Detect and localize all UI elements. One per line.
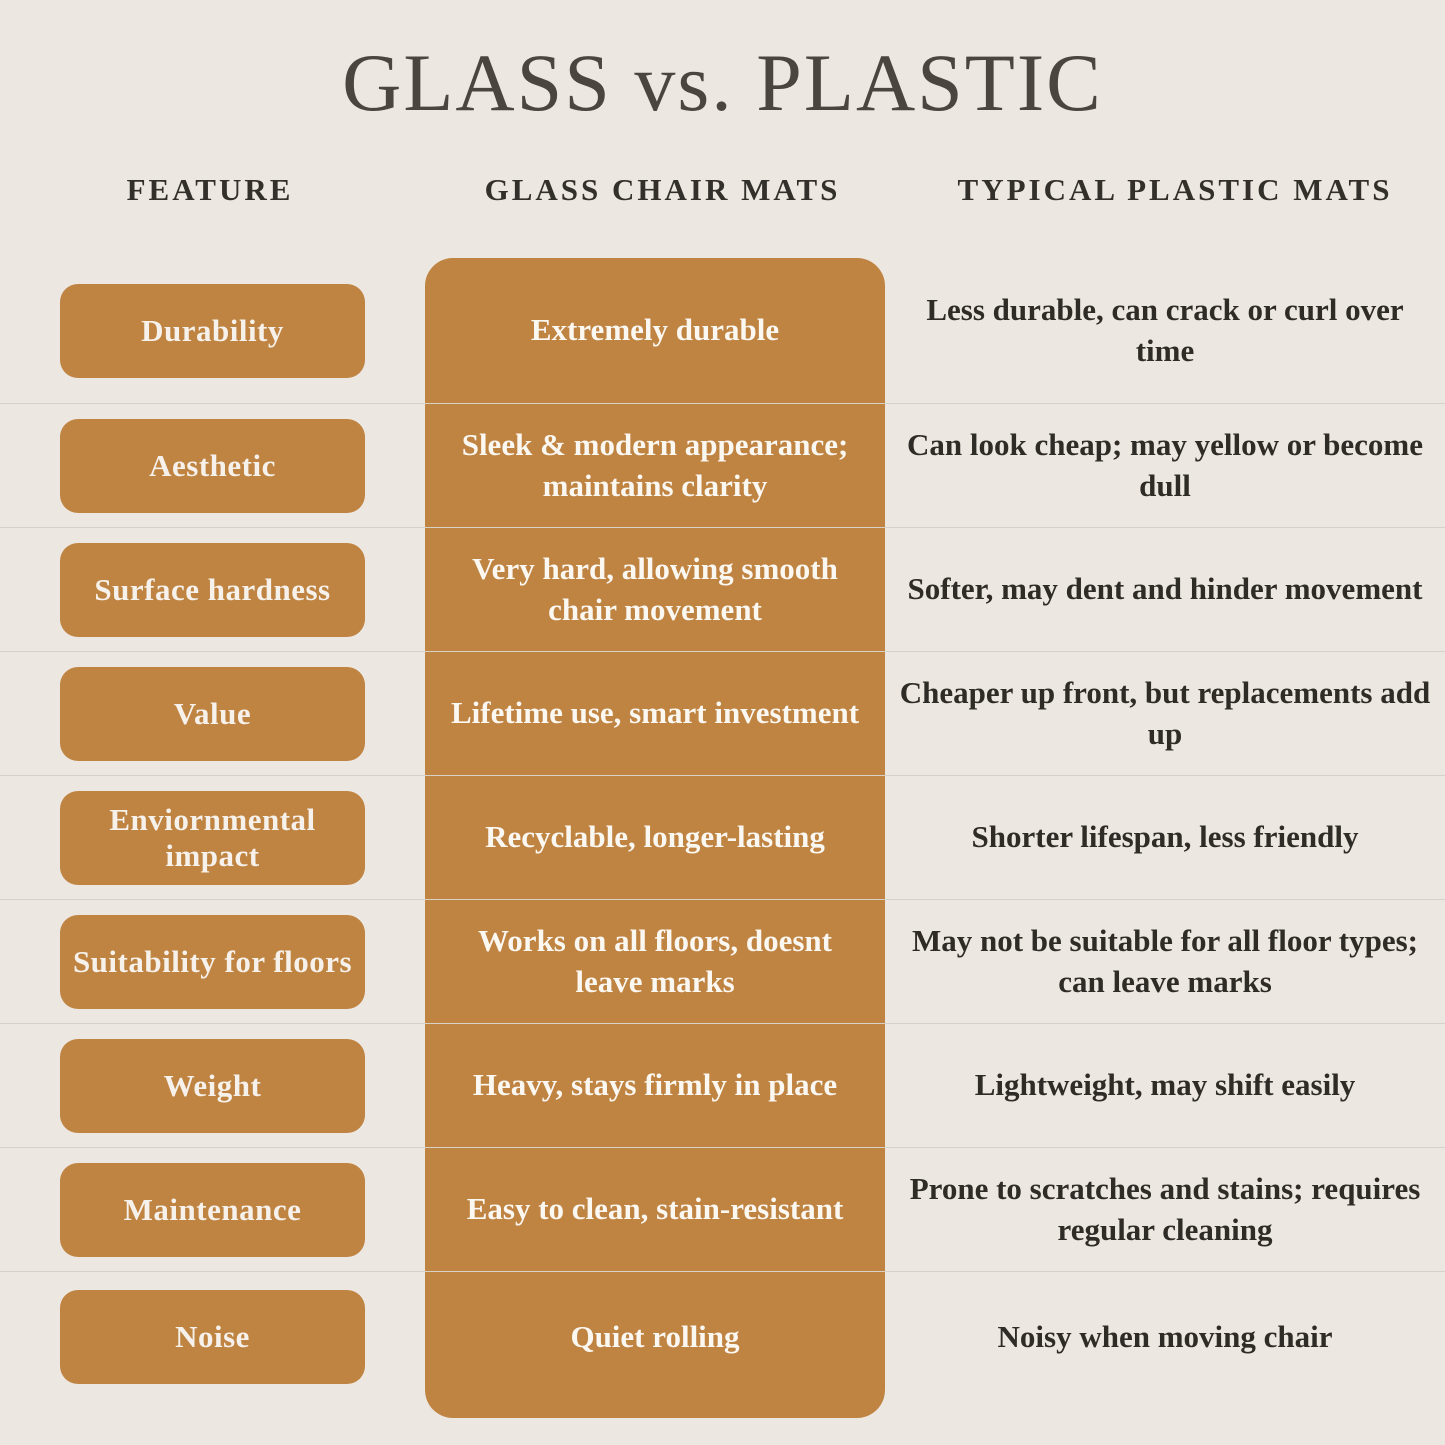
comparison-rows [0, 258, 1445, 1402]
glass-cell: Sleek & modern appearance; maintains clarity [461, 427, 849, 503]
table-row [0, 1272, 1445, 1402]
feature-pill: Maintenance [60, 1163, 365, 1257]
table-row [0, 776, 1445, 900]
feature-cell [0, 667, 425, 761]
glass-cell: Easy to clean, stain-resistant [466, 1191, 844, 1227]
table-row [0, 900, 1445, 1024]
plastic-cell: Less durable, can crack or curl over time [926, 292, 1404, 368]
plastic-cell: May not be suitable for all floor types; can leave marks [911, 923, 1419, 999]
glass-cell: Very hard, allowing smooth chair movement [472, 551, 838, 627]
feature-cell [0, 284, 425, 378]
feature-cell [0, 419, 425, 513]
table-row [0, 528, 1445, 652]
table-row [0, 1148, 1445, 1272]
plastic-cell: Noisy when moving chair [997, 1318, 1333, 1354]
glass-cell: Works on all floors, doesnt leave marks [478, 923, 832, 999]
glass-cell: Lifetime use, smart investment [450, 695, 860, 731]
glass-cell: Extremely durable [530, 312, 780, 348]
column-header-feature: FEATURE [126, 172, 294, 207]
plastic-cell: Can look cheap; may yellow or become dull [906, 427, 1424, 503]
feature-cell [0, 915, 425, 1009]
plastic-cell: Softer, may dent and hinder movement [907, 571, 1423, 607]
table-row [0, 652, 1445, 776]
feature-cell [0, 791, 425, 885]
feature-pill: Aesthetic [60, 419, 365, 513]
table-row [0, 404, 1445, 528]
feature-cell [0, 1290, 425, 1384]
plastic-cell: Shorter lifespan, less friendly [971, 819, 1359, 855]
glass-cell: Quiet rolling [570, 1318, 740, 1354]
feature-pill: Suitability for floors [60, 915, 365, 1009]
page-title: GLASS vs. PLASTIC [342, 37, 1103, 128]
column-header-plastic: TYPICAL PLASTIC MATS [957, 172, 1393, 207]
plastic-cell: Cheaper up front, but replacements add up [899, 675, 1431, 751]
plastic-cell: Prone to scratches and stains; requires regular cleaning [909, 1171, 1421, 1247]
feature-pill: Weight [60, 1039, 365, 1133]
feature-cell [0, 1039, 425, 1133]
column-headers [0, 160, 1445, 220]
feature-pill: Surface hardness [60, 543, 365, 637]
glass-cell: Recyclable, longer-lasting [485, 819, 825, 855]
feature-pill: Value [60, 667, 365, 761]
feature-pill: Noise [60, 1290, 365, 1384]
feature-pill: Durability [60, 284, 365, 378]
column-header-glass: GLASS CHAIR MATS [484, 172, 841, 207]
feature-cell [0, 1163, 425, 1257]
glass-cell: Heavy, stays firmly in place [472, 1067, 838, 1103]
feature-cell [0, 543, 425, 637]
table-row [0, 258, 1445, 404]
table-row [0, 1024, 1445, 1148]
plastic-cell: Lightweight, may shift easily [974, 1067, 1356, 1103]
feature-pill: Enviornmental impact [60, 791, 365, 885]
